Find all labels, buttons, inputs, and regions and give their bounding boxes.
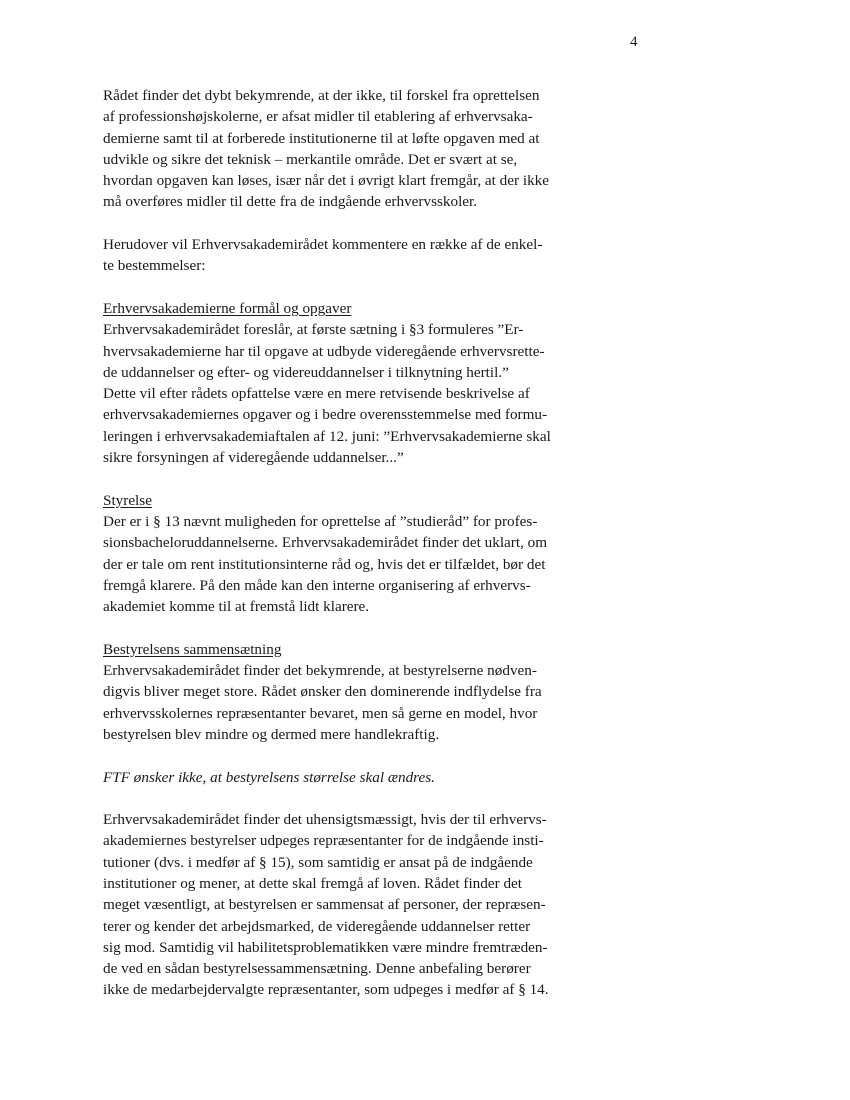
section-purpose: [103, 298, 603, 468]
text-line: sig mod. Samtidig vil habilitetsproblematikken være mindre fremtræden-: [103, 938, 548, 956]
text-line: leringen i erhvervsakademiaftalen af 12. juni: ”Erhvervsakademierne skal: [103, 427, 551, 445]
section-governance: [103, 490, 603, 618]
section-heading: Erhvervsakademierne formål og opgaver: [103, 299, 352, 317]
text-line: må overføres midler til dette fra de indgående erhvervsskoler.: [103, 193, 478, 211]
paragraph-spacer: [103, 745, 603, 766]
text-line: hvordan opgaven kan løses, især når det i øvrigt klart fremgår, at der ikke: [103, 172, 550, 190]
text-line: der er tale om rent institutionsinterne råd og, hvis det er tilfældet, bør det: [103, 555, 546, 573]
intro-paragraph: [103, 85, 603, 213]
page-number: 4: [630, 34, 638, 50]
paragraph-spacer: [103, 213, 603, 234]
text-line: sionsbacheloruddannelserne. Erhvervsakademirådet finder det uklart, om: [103, 534, 548, 552]
text-line: Der er i § 13 nævnt muligheden for oprettelse af ”studieråd” for profes-: [103, 512, 538, 530]
paragraph-spacer: [103, 277, 603, 298]
text-line: tutioner (dvs. i medfør af § 15), som samtidig er ansat på de indgående: [103, 853, 533, 871]
text-line: ikke de medarbejdervalgte repræsentanter, som udpeges i medfør af § 14.: [103, 981, 549, 999]
board-paragraph: [103, 809, 603, 1001]
text-line: akademiet komme til at fremstå lidt klarere.: [103, 598, 370, 616]
text-line: demierne samt til at forberede institutionerne til at løfte opgaven med at: [103, 129, 540, 147]
text-line: erhvervsakademiernes opgaver og i bedre overensstemmelse med formu-: [103, 406, 548, 424]
text-line: bestyrelsen blev mindre og dermed mere handlekraftig.: [103, 725, 440, 743]
document-body: [103, 85, 603, 1001]
text-line: erhvervsskolernes repræsentanter bevaret, men så gerne en model, hvor: [103, 704, 538, 722]
text-line: meget væsentligt, at bestyrelsen er sammensat af personer, der repræsen-: [103, 896, 546, 914]
text-line: hvervsakademierne har til opgave at udbyde videregående erhvervsrette-: [103, 342, 545, 360]
paragraph-spacer: [103, 617, 603, 638]
text-line: af professionshøjskolerne, er afsat midler til etablering af erhvervsaka-: [103, 108, 533, 126]
text-line: de ved en sådan bestyrelsessammensætning. Denne anbefaling berører: [103, 960, 531, 978]
text-line: fremgå klarere. På den måde kan den interne organisering af erhvervs-: [103, 576, 531, 594]
text-line: Dette vil efter rådets opfattelse være en mere retvisende beskrivelse af: [103, 385, 530, 403]
ftf-note: FTF ønsker ikke, at bestyrelsens størrelse skal ændres.: [103, 768, 435, 786]
text-line: Herudover vil Erhvervsakademirådet kommentere en række af de enkel-: [103, 236, 543, 254]
paragraph-spacer: [103, 788, 603, 809]
text-line: institutioner og mener, at dette skal fremgå af loven. Rådet finder det: [103, 874, 523, 892]
section-board-composition: [103, 639, 603, 1001]
text-line: akademiernes bestyrelser udpeges repræsentanter for de indgående insti-: [103, 832, 544, 850]
text-line: Erhvervsakademirådet finder det bekymrende, at bestyrelserne nødven-: [103, 662, 537, 680]
text-line: digvis bliver meget store. Rådet ønsker den dominerende indflydelse fra: [103, 683, 542, 701]
text-line: te bestemmelser:: [103, 257, 206, 275]
text-line: de uddannelser og efter- og videreuddannelser i tilknytning hertil.”: [103, 363, 509, 381]
text-line: Erhvervsakademirådet finder det uhensigtsmæssigt, hvis der til erhvervs-: [103, 811, 547, 829]
text-line: terer og kender det arbejdsmarked, de videregående uddannelser retter: [103, 917, 531, 935]
comments-intro-paragraph: [103, 234, 603, 277]
text-line: Rådet finder det dybt bekymrende, at der ikke, til forskel fra oprettelsen: [103, 87, 540, 104]
text-line: sikre forsyningen af videregående uddannelser...”: [103, 449, 404, 467]
text-line: Erhvervsakademirådet foreslår, at første sætning i §3 formuleres ”Er-: [103, 321, 524, 339]
section-heading: Bestyrelsens sammensætning: [103, 640, 282, 658]
section-heading: Styrelse: [103, 491, 152, 509]
paragraph-spacer: [103, 468, 603, 489]
text-line: udvikle og sikre det teknisk – merkantile område. Det er svært at se,: [103, 150, 518, 168]
